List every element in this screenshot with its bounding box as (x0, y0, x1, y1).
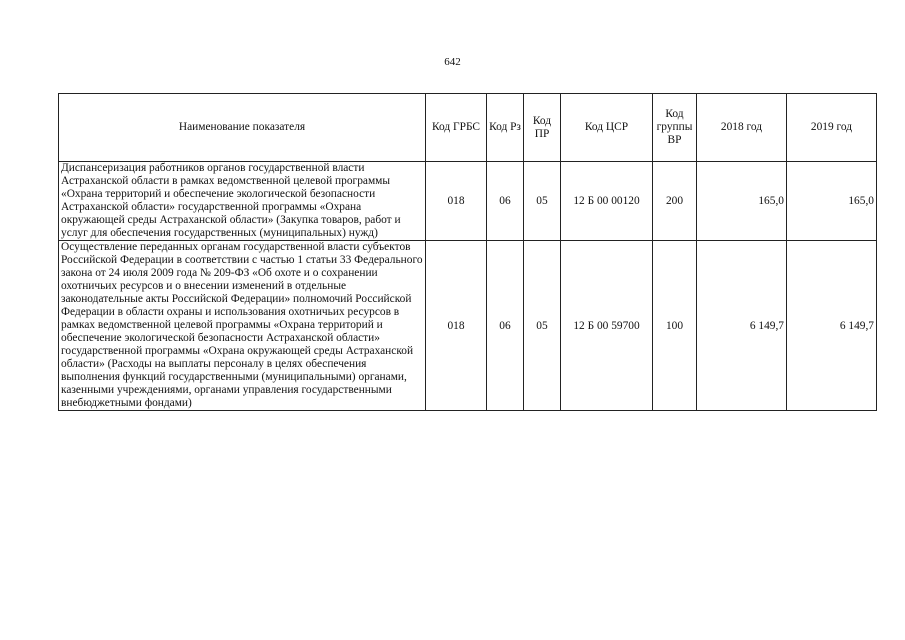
grbs-code-cell: 018 (426, 241, 487, 411)
header-rz-code: Код Рз (487, 94, 524, 162)
table-row (59, 241, 877, 411)
pr-code-cell: 05 (524, 162, 561, 241)
indicator-name-cell: Осуществление переданных органам государственной власти субъектов Российской Федерации в соответствии с частью 1 статьи 33 Федерального закона от 24 июля 2009 года № 209-ФЗ «Об охоте и о сохранении охотничьих ресурсов и о внесении изменений в отдельные законодательные акты Российской Федерации» полномочий Российской Федерации в области охраны и использования охотничьих ресурсов в рамках ведомственной целевой программы «Охрана территорий и обеспечение экологической безопасности Астраханской области» государственной программы «Охрана окружающей среды Астраханской области» (Расходы на выплаты персоналу в целях обеспечения выполнения функций государственными (муниципальными) органами, казенными учреждениями, органами управления государственными внебюджетными фондами) (59, 241, 426, 411)
rz-code-cell: 06 (487, 162, 524, 241)
header-year-2019: 2019 год (787, 94, 877, 162)
header-year-2018: 2018 год (697, 94, 787, 162)
budget-table (58, 93, 877, 411)
grbs-code-cell: 018 (426, 162, 487, 241)
table-header-row (59, 94, 877, 162)
csr-code-cell: 12 Б 00 00120 (561, 162, 653, 241)
amount-2019-cell: 6 149,7 (787, 241, 877, 411)
page-number: 642 (444, 56, 461, 68)
csr-code-cell: 12 Б 00 59700 (561, 241, 653, 411)
amount-2019-cell: 165,0 (787, 162, 877, 241)
header-indicator-name: Наименование показателя (59, 94, 426, 162)
amount-2018-cell: 165,0 (697, 162, 787, 241)
rz-code-cell: 06 (487, 241, 524, 411)
header-vr-group-code: Код группы ВР (653, 94, 697, 162)
vr-code-cell: 100 (653, 241, 697, 411)
header-csr-code: Код ЦСР (561, 94, 653, 162)
indicator-name-cell: Диспансеризация работников органов государственной власти Астраханской области в рамках ведомственной целевой программы «Охрана территорий и обеспечение экологической безопасности Астраханской области» государственной программы «Охрана окружающей среды Астраханской области» (Закупка товаров, работ и услуг для обеспечения государственных (муниципальных) нужд) (59, 162, 426, 241)
amount-2018-cell: 6 149,7 (697, 241, 787, 411)
header-pr-code: Код ПР (524, 94, 561, 162)
vr-code-cell: 200 (653, 162, 697, 241)
pr-code-cell: 05 (524, 241, 561, 411)
table-row (59, 162, 877, 241)
header-grbs-code: Код ГРБС (426, 94, 487, 162)
